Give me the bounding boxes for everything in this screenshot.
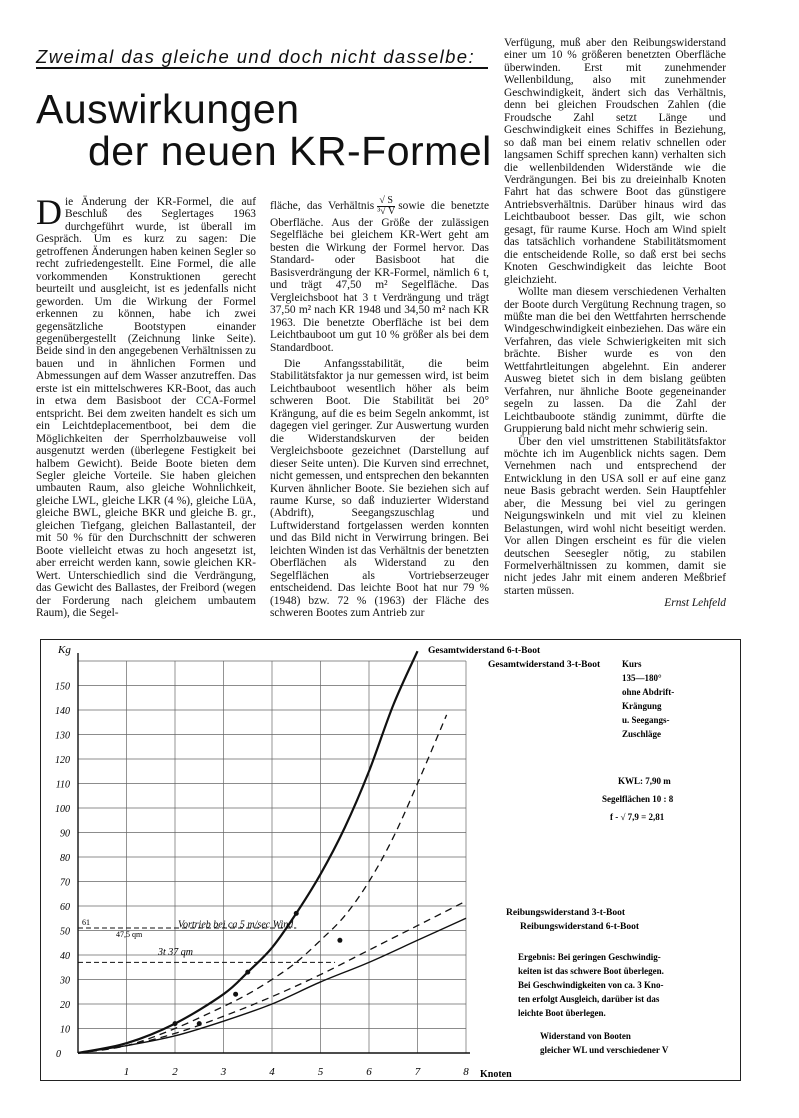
annotation-result: Ergebnis: Bei geringen Geschwindig- (518, 952, 661, 962)
article-title-line2: der neuen KR-Formel (88, 128, 492, 174)
annotation-course: u. Seegangs- (622, 715, 670, 725)
annotation-result: ten erfolgt Ausgleich, darüber ist das (518, 994, 660, 1004)
y-tick-label: 80 (60, 853, 70, 864)
paragraph: Über den viel umstrittenen Stabilitätsfaktor möchte ich im Augenblick nichts sagen. Dem Vernehmen nach und entsprechend der Entwicklung in den USA soll er auf eine ganz neue Basis gebracht werden. Sein Hauptfehler aber, die Messung bei viel zu geringen Neigungswinkeln und mit viel zu kleinen Belastungen, wird wohl nicht beseitigt werden. Vor allen Dingen erscheint es für die vielen deutschen Seesegler nötig, zu stabilen Formelverhältnissen zu kommen, damit sie nicht jedes Jahr mit einem anderen Meßbrief starten müssen. (504, 435, 726, 597)
y-tick-label: 20 (60, 1000, 70, 1011)
annotation-course: Kurs (622, 659, 642, 669)
series-marker (245, 970, 250, 975)
y-axis-label: Kg (58, 644, 71, 656)
y-tick-label: 110 (55, 779, 70, 791)
annotation-hand-value: 61 (82, 918, 90, 928)
y-tick-label: 30 (60, 975, 70, 987)
series-label: Reibungswiderstand 6-t-Boot (520, 922, 640, 932)
annotation-kwl: KWL: 7,90 m (618, 776, 671, 786)
series-label: Gesamtwiderstand 6-t-Boot (428, 646, 541, 656)
annotation-course: 135—180° (622, 673, 662, 683)
annotation-caption: gleicher WL und verschiedener V (540, 1045, 669, 1055)
drop-cap: D (36, 192, 62, 232)
x-tick-label: 3 (220, 1066, 227, 1078)
annotation-result: keiten ist das schwere Boot überlegen. (518, 966, 664, 976)
y-tick-label: 140 (55, 706, 70, 717)
series-marker (173, 1021, 178, 1026)
x-tick-label: 6 (366, 1066, 372, 1078)
author-signature: Ernst Lehfeld (664, 597, 726, 610)
paragraph-text: ie Änderung der KR-Formel, die auf Beschluß des Seglertages 1963 durchgeführt wurde, ist überall im Gespräch. Um es kurz zu sagen: Die getroffenen Änderungen haben keinen Segler so recht zufriedengestellt. Eine Formel, die alle vorkommenden Konstruktionen gerecht beurteilt und ausgleicht, ist es jedenfalls nicht geworden. Um die Wirkung der Formel erkennen zu können, habe ich zwei gegensätzliche Bootstypen einander gegenübergestellt (Zeichnung linke Seite). Beide sind in den angegebenen Verhältnissen zu bauen und in ähnlichen Formen und Abmessungen auf dem Wasser anzutreffen. Das erste ist ein mittelschweres KR-Boot, das auch in etwa dem Basisboot der CCA-Formel entspricht. Bei dem zweiten handelt es sich um ein Leichtdeplacementboot, bei dem die Möglichkeiten der Sperrholzbauweise voll ausgenutzt werden (überlegene Festigkeit bei halbem Gewicht). Beide Boote bieten dem Segler gleiche Vorteile. Sie haben gleichen umbauten Raum, also gleiche Wohnlichkeit, gleiche LWL, gleiche LKR (4 %), gleiche LüA, gleiche BWL, gleiche BKR und gleiche B. gr., gleichen Tiefgang, gleichen Ballastanteil, der mit 50 % für den Durchschnitt der schweren Boote vielleicht etwas zu hoch angesetzt ist, aber erreicht werden kann, sowie gleichen KR-Wert. Unterschiedlich sind die Verdrängung, das Gewicht des Ballastes, der Freibord (wegen der Forderung nach gleichem umbautem Raum), die Segel- (36, 196, 256, 619)
paragraph-text: fläche, das Verhältnis (270, 200, 375, 213)
text-column-2 (270, 196, 489, 620)
text-column-3 (504, 37, 726, 610)
y-tick-label: 0 (56, 1049, 61, 1060)
series-label: Gesamtwiderstand 3-t-Boot (488, 660, 601, 670)
y-tick-label: 130 (55, 730, 70, 742)
fraction-numerator: √ S (377, 196, 395, 207)
annotation-caption: Widerstand von Booten (540, 1031, 631, 1041)
x-tick-label: 5 (317, 1066, 324, 1078)
y-tick-label: 10 (60, 1024, 70, 1036)
y-tick-label: 150 (55, 681, 70, 693)
annotation-result: Bei Geschwindigkeiten von ca. 3 Kno- (518, 980, 664, 990)
y-tick-label: 60 (60, 902, 70, 913)
fraction-denominator: ³√ V (377, 206, 396, 217)
paragraph (270, 196, 489, 354)
annotation-course: Krängung (622, 701, 662, 711)
series-marker (294, 911, 299, 916)
x-tick-label: 1 (123, 1066, 130, 1078)
y-tick-label: 50 (60, 926, 70, 938)
annotation-course: Zuschläge (622, 729, 662, 739)
paragraph: Die Anfangsstabilität, die beim Stabilitätsfaktor ja nur gemessen wird, ist beim Leichtbauboot wesentlich höher als beim schweren Boot. Die Stabilität bei 20° Krängung, auf die es beim Segeln ankommt, ist dagegen viel geringer. Zur Auswertung wurden die Widerstandskurven der beiden Vergleichsboote gezeichnet (Darstellung auf dieser Seite unten). Die Kurven sind errechnet, nicht gemessen, und entsprechen den bekannten Kurven ähnlicher Boote. Sie beziehen sich auf raume Kurse, so daß induzierter Widerstand (Abdrift), Seegangszuschlag und Luftwiderstand fortgelassen werden konnten und das Bild nicht in Verwirrung bringen. Bei leichten Winden ist das Verhältnis der benetzten Oberflächen als Widerstand zu den Segelflächen als Vortriebserzeuger entscheidend. Das leichte Boot hat nur 79 % (1948) bzw. 72 % (1963) der Fläche des schweren Bootes zum Antrieb zur (270, 357, 489, 620)
x-tick-label: 8 (463, 1066, 469, 1078)
article-kicker: Zweimal das gleiche und doch nicht dasselbe: (36, 46, 476, 67)
kicker-rule (36, 67, 488, 69)
annotation-course: ohne Abdrift- (622, 687, 675, 697)
series-label: Reibungswiderstand 3-t-Boot (506, 908, 626, 918)
ratio-fraction (377, 196, 395, 217)
x-tick-label: 4 (269, 1066, 275, 1078)
text-column-1 (36, 192, 256, 619)
y-tick-label: 70 (60, 877, 70, 889)
series-marker (197, 1021, 202, 1026)
series-marker (337, 938, 342, 943)
paragraph-text: sowie die benetzte Oberfläche. Aus der Größe der zulässigen Segelfläche bei gleichem KR-Wert geht am besten die Wirkung der Formel hervor. Das Standard- oder Basisboot hat die Basisverdrängung der KR-Formel, nämlich 6 t, und trägt 47,50 m² Segelfläche. Das Vergleichsboot hat 3 t Verdrängung und trägt 37,50 m² nach KR 1948 und 34,50 m² nach KR 1963. Die benetzte Oberfläche ist bei dem Leichtbauboot um gut 10 % größer als bei dem Standardboot. (270, 200, 489, 354)
series-marker (233, 992, 238, 997)
y-tick-label: 90 (60, 828, 70, 840)
y-tick-label: 120 (55, 755, 70, 766)
paragraph (36, 192, 256, 619)
paragraph: Verfügung, muß aber den Reibungswiderstand einer um 10 % größeren benetzten Oberfläche überwinden. Erst mit zunehmender Wellenbildung, also mit zunehmender Geschwindigkeit, ändert sich das Verhältnis, denn bei gleichen Froudschen Zahlen (die Froudsche Zahl setzt Länge und Geschwindigkeit eines Schiffes in Beziehung, so daß man bei einem relativ schnellen oder langsamen Schiff sprechen kann) verhalten sich die wellenbildenden Widerstände wie die Verdrängungen. Bei bis zu dreieinhalb Knoten Fahrt hat das schwere Boot das günstigere Antriebsverhältnis. Darüber hinaus wird das Leichtbauboot besser. Das gilt, wie schon gesagt, für raume Kurse. Hoch am Wind spielt das tatsächlich vorhandene Stabilitätsmoment die entscheidende Rolle, so daß erst bei sechs Knoten Geschwindigkeit das leichte Boot gleichzieht. (504, 37, 726, 286)
article-title-line1: Auswirkungen (36, 86, 300, 132)
x-tick-label: 2 (172, 1066, 178, 1078)
series-line-1 (78, 651, 418, 1053)
paragraph: Wollte man diesem verschiedenen Verhalten der Boote durch Vergütung Rechnung tragen, so müßte man die bei den Wettfahrten herrschende Windgeschwindigkeit einbeziehen. Das wäre ein Verfahren, das viele Schwierigkeiten mit sich brächte. Bisher wurde es von den Wettfahrtleitungen abgelehnt. Ein anderer Ausweg bietet sich in dem bislang geübten Verfahren, nur ähnliche Boote gegeneinander segeln zu lassen. Da die Zahl der Leichtbauboote ständig zunimmt, dürfte die Gruppierung bald nicht mehr schwierig sein. (504, 286, 726, 436)
x-tick-label: 7 (414, 1066, 421, 1078)
y-tick-label: 40 (60, 951, 70, 962)
annotation-handwritten: Vortrieb bei ca 5 m/sec Wind (178, 919, 294, 931)
series-line-2 (78, 715, 447, 1053)
y-tick-label: 100 (55, 804, 70, 815)
annotation-sail-area: Segelflächen 10 : 8 (602, 794, 674, 804)
annotation-handwritten: 3t 37 qm (158, 947, 193, 958)
resistance-chart (40, 639, 741, 1081)
x-axis-label: Knoten (480, 1069, 512, 1080)
chart-svg (40, 639, 741, 1081)
annotation-formula: f - √ 7,9 = 2,81 (610, 812, 665, 822)
annotation-handwritten: 47,5 qm (116, 929, 143, 939)
annotation-result: leichte Boot überlegen. (518, 1008, 606, 1018)
